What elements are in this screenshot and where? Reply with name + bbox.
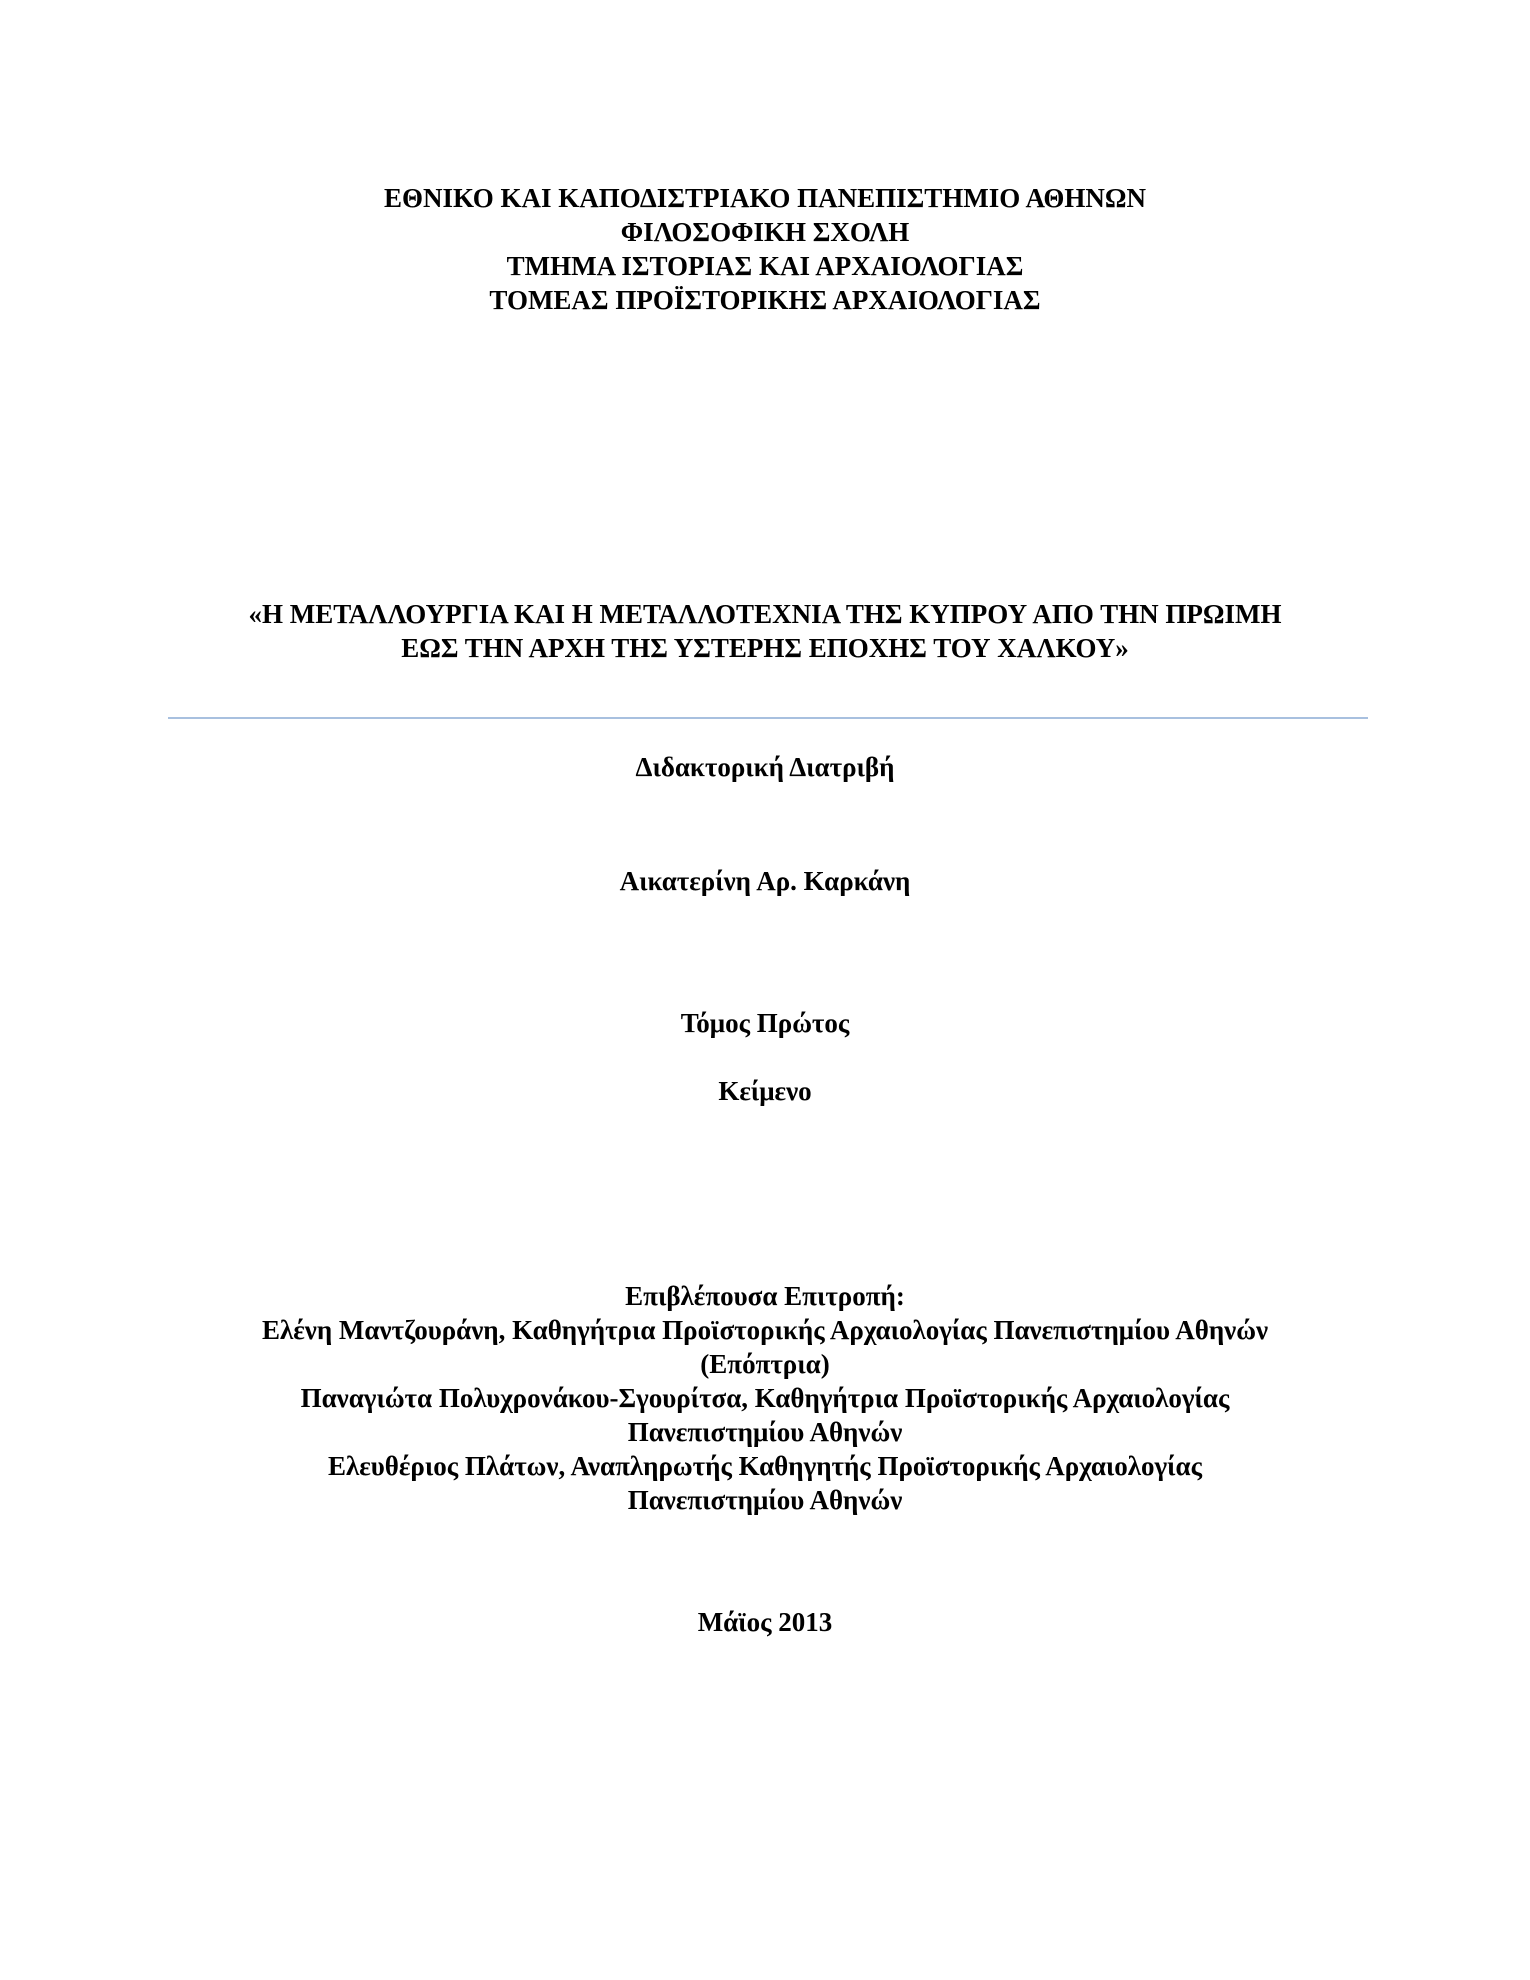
committee-line: Ελευθέριος Πλάτων, Αναπληρωτής Καθηγητής Προϊστορικής Αρχαιολογίας xyxy=(327,1451,1203,1481)
thesis-title-line-1: «Η ΜΕΤΑΛΛΟΥΡΓΙΑ ΚΑΙ Η ΜΕΤΑΛΛΟΤΕΧΝΙΑ ΤΗΣ ΚΥΠΡΟΥ ΑΠΟ ΤΗΝ ΠΡΩΙΜΗ xyxy=(248,599,1282,629)
committee-heading: Επιβλέπουσα Επιτροπή: xyxy=(625,1281,905,1311)
committee-line: Πανεπιστημίου Αθηνών xyxy=(627,1485,903,1515)
school-name: ΦΙΛΟΣΟΦΙΚΗ ΣΧΟΛΗ xyxy=(620,217,910,247)
publication-date: Μάϊος 2013 xyxy=(697,1607,833,1637)
document-type: Διδακτορική Διατριβή xyxy=(635,752,895,782)
committee-line: Ελένη Μαντζουράνη, Καθηγήτρια Προϊστορικής Αρχαιολογίας Πανεπιστημίου Αθηνών xyxy=(261,1315,1269,1345)
university-name: ΕΘΝΙΚΟ ΚΑΙ ΚΑΠΟΔΙΣΤΡΙΑΚΟ ΠΑΝΕΠΙΣΤΗΜΙΟ ΑΘΗΝΩΝ xyxy=(383,183,1147,213)
title-divider xyxy=(168,717,1368,719)
committee-line: (Επόπτρια) xyxy=(700,1349,830,1379)
committee-line: Παναγιώτα Πολυχρονάκου-Σγουρίτσα, Καθηγήτρια Προϊστορικής Αρχαιολογίας xyxy=(300,1383,1230,1413)
section-name: ΤΟΜΕΑΣ ΠΡΟΪΣΤΟΡΙΚΗΣ ΑΡΧΑΙΟΛΟΓΙΑΣ xyxy=(489,285,1041,315)
part-label: Κείμενο xyxy=(718,1076,812,1106)
committee-line: Πανεπιστημίου Αθηνών xyxy=(627,1417,903,1447)
volume-label: Τόμος Πρώτος xyxy=(680,1008,850,1038)
department-name: ΤΜΗΜΑ ΙΣΤΟΡΙΑΣ ΚΑΙ ΑΡΧΑΙΟΛΟΓΙΑΣ xyxy=(506,251,1024,281)
thesis-title-line-2: ΕΩΣ ΤΗΝ ΑΡΧΗ ΤΗΣ ΥΣΤΕΡΗΣ ΕΠΟΧΗΣ ΤΟΥ ΧΑΛΚΟΥ» xyxy=(401,633,1129,663)
author-name: Αικατερίνη Αρ. Καρκάνη xyxy=(619,866,911,896)
